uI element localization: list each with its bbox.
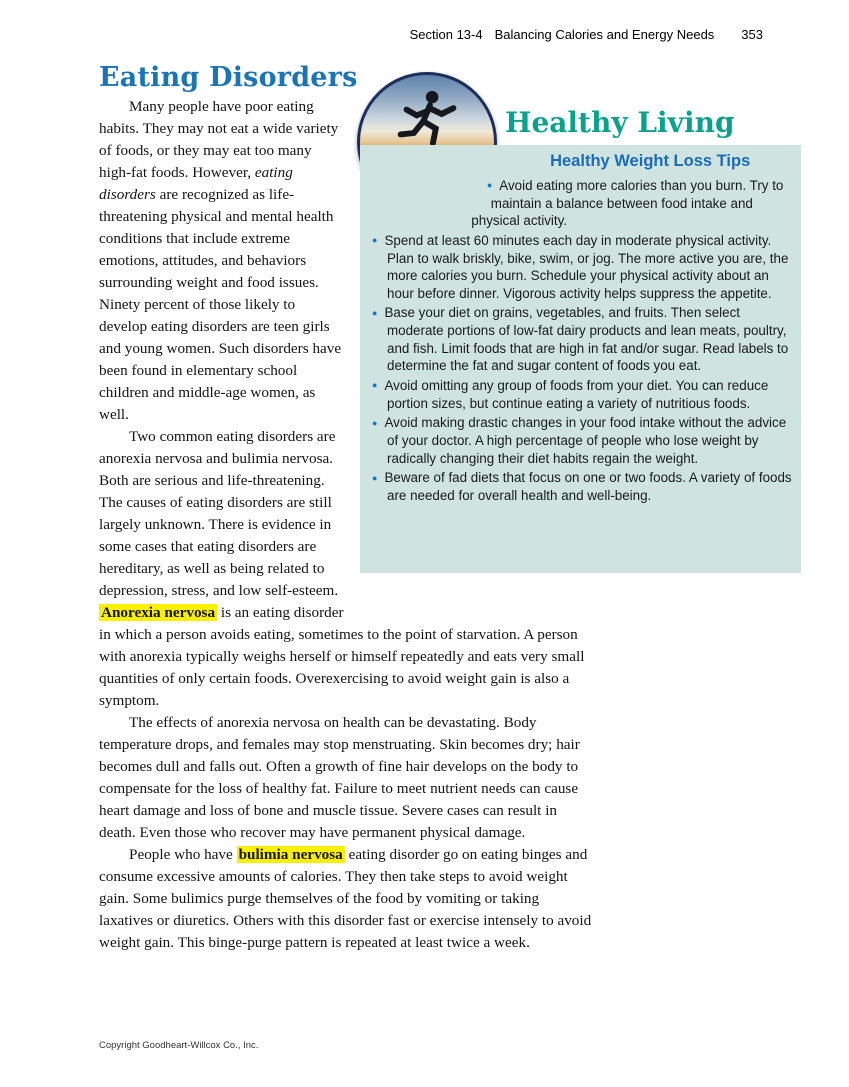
text-run: are recognized as life-threatening physical and mental health conditions that include extreme emotions, attitudes, and behaviors surrounding weight and food issues. Ninety percent of those likely to develop eating disorders are teen girls and young women. Such disorders have been found in elementary school children and middle-age women, as well. [99, 186, 342, 423]
tip-text: Base your diet on grains, vegetables, and fruits. Then select moderate portions of low-fat dairy products and lean meats, poultry, and fish. Limit foods that are high in fat and/or sugar. Read labels to determine the fat and sugar content of foods you eat. [384, 305, 789, 373]
text-run: Many people have poor eating habits. They may not eat a wide variety of foods, or they may eat too many high-fat foods. However, [99, 98, 339, 181]
copyright-footer: Copyright Goodheart-Willcox Co., Inc. [99, 1040, 259, 1051]
text-run: is an eating disorder in which a person avoids eating, sometimes to the point of starvation. A person with anorexia typically weighs herself or himself repeatedly and eats very small quantities of only certain foods. Overexercising to avoid weight gain is also a symptom. [99, 604, 585, 709]
text-run: Two common eating disorders are anorexia nervosa and bulimia nervosa. Both are serious and life-threatening. The causes of eating disorders are still largely unknown. There is evidence in some cases that eating disorders are hereditary, as well as being related to depression, stress, and low self-esteem. [99, 428, 339, 599]
text-run: People who have [129, 846, 237, 863]
paragraph [99, 712, 596, 844]
paragraph [99, 844, 596, 954]
tip-text: Avoid omitting any group of foods from your diet. You can reduce portion sizes, but continue eating a variety of nutritious foods. [384, 377, 769, 411]
section-title: Balancing Calories and Energy Needs [494, 27, 715, 42]
page-number: 353 [741, 27, 763, 42]
tip-text: Avoid eating more calories than you burn. Try to maintain a balance between food intake and physical activity. [471, 177, 784, 228]
healthy-living-title: Healthy Living [505, 106, 735, 139]
section-label: Section 13-4 [409, 27, 483, 42]
highlighted-term: Anorexia nervosa [101, 604, 216, 621]
page-title: Eating Disorders [99, 62, 358, 93]
italic-term: eating disorders [99, 164, 293, 203]
highlighted-term: bulimia nervosa [238, 846, 343, 863]
text-run: The effects of anorexia nervosa on health can be devastating. Body temperature drops, and females may stop menstruating. Skin becomes dry; hair becomes dull and falls out. Often a growth of fine hair develops on the body to compensate for the loss of healthy fat. Failure to meet nutrient needs can cause heart damage and loss of bone and muscle tissue. Severe cases can result in death. Even those who recover may have permanent physical damage. [99, 714, 580, 841]
tip-text: Beware of fad diets that focus on one or two foods. A variety of foods are needed for overall health and well-being. [384, 470, 792, 503]
running-header [410, 27, 763, 42]
tips-heading: Healthy Weight Loss Tips [550, 152, 751, 170]
article-body [99, 96, 596, 954]
box-wrap-spacer [346, 96, 596, 624]
tip-text: Avoid making drastic changes in your food intake without the advice of your doctor. A high percentage of people who lose weight by radically changing their diet habits regain the weight. [384, 415, 787, 466]
tip-text: Spend at least 60 minutes each day in moderate physical activity. Plan to walk briskly, bike, swim, or jog. The more active you are, the more calories you burn. Schedule your physical activity about an hour before dinner. Vigorous activity helps suppress the appetite. [384, 232, 789, 301]
text-run: eating disorder go on eating binges and consume excessive amounts of calories. They then take steps to avoid weight gain. Some bulimics purge themselves of the food by vomiting or taking laxatives or diuretics. Others with this disorder fast or exercise intensely to avoid weight gain. This binge-purge pattern is repeated at least twice a week. [99, 846, 592, 951]
